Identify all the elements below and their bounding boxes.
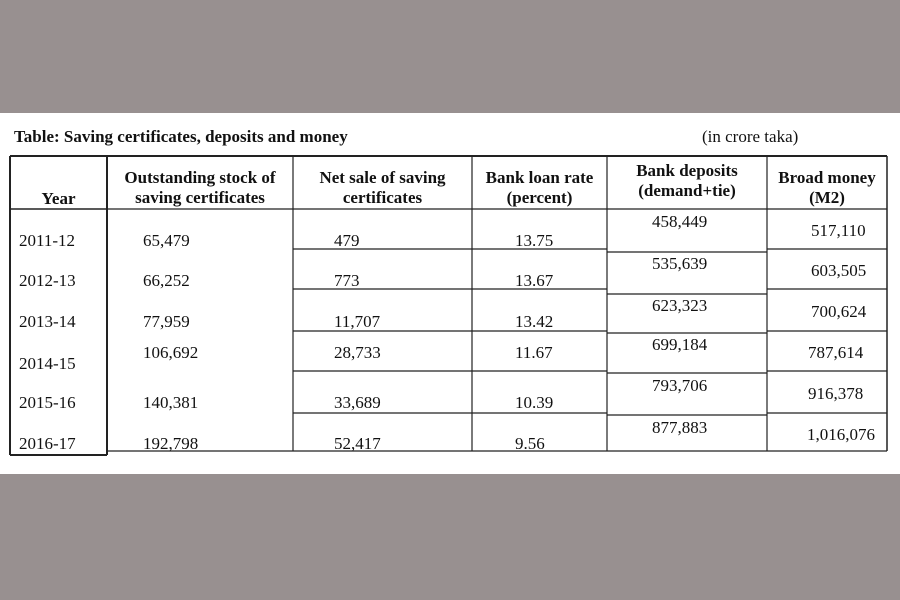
cell-net-sale: 479 xyxy=(334,231,360,250)
cell-loan-rate: 10.39 xyxy=(515,393,554,412)
cell-net-sale: 28,733 xyxy=(334,343,381,362)
cell-deposits: 699,184 xyxy=(652,335,708,354)
cell-m2: 1,016,076 xyxy=(807,425,875,444)
header-loan-rate: Bank loan rate (percent) xyxy=(485,168,594,207)
cell-stock: 106,692 xyxy=(143,343,199,362)
header-bank-deposits: Bank deposits (demand+tie) xyxy=(636,161,738,200)
cell-deposits: 793,706 xyxy=(652,376,708,395)
cell-year: 2012-13 xyxy=(19,271,76,290)
cell-year: 2011-12 xyxy=(19,231,76,250)
header-net-sale: Net sale of saving certificates xyxy=(319,168,446,207)
cell-m2: 916,378 xyxy=(808,384,864,403)
cell-deposits: 877,883 xyxy=(652,418,708,437)
cell-deposits: 458,449 xyxy=(652,212,708,231)
cell-stock: 66,252 xyxy=(143,271,190,290)
cell-deposits: 535,639 xyxy=(652,254,708,273)
cell-deposits: 623,323 xyxy=(652,296,708,315)
unit-note: (in crore taka) xyxy=(702,127,799,146)
cell-loan-rate: 11.67 xyxy=(515,343,553,362)
cell-loan-rate: 13.42 xyxy=(515,312,554,331)
cell-net-sale: 52,417 xyxy=(334,434,381,453)
cell-m2: 700,624 xyxy=(811,302,867,321)
header-year: Year xyxy=(41,189,76,208)
cell-m2: 517,110 xyxy=(811,221,866,240)
cell-m2: 787,614 xyxy=(808,343,864,362)
cell-stock: 77,959 xyxy=(143,312,190,331)
cell-net-sale: 11,707 xyxy=(334,312,381,331)
cell-year: 2016-17 xyxy=(19,434,76,453)
table-figure xyxy=(0,113,900,474)
cell-net-sale: 33,689 xyxy=(334,393,381,412)
cell-net-sale: 773 xyxy=(334,271,360,290)
header-outstanding-stock: Outstanding stock of saving certificates xyxy=(124,168,276,207)
cell-year: 2014-15 xyxy=(19,354,76,373)
table-title: Table: Saving certificates, deposits and money xyxy=(14,127,348,146)
cell-loan-rate: 13.75 xyxy=(515,231,554,250)
cell-stock: 65,479 xyxy=(143,231,190,250)
cell-loan-rate: 13.67 xyxy=(515,271,554,290)
cell-year: 2013-14 xyxy=(19,312,76,331)
cell-m2: 603,505 xyxy=(811,261,867,280)
header-broad-money: Broad money (M2) xyxy=(778,168,876,207)
cell-stock: 192,798 xyxy=(143,434,199,453)
cell-year: 2015-16 xyxy=(19,393,76,412)
cell-loan-rate: 9.56 xyxy=(515,434,545,453)
cell-stock: 140,381 xyxy=(143,393,199,412)
